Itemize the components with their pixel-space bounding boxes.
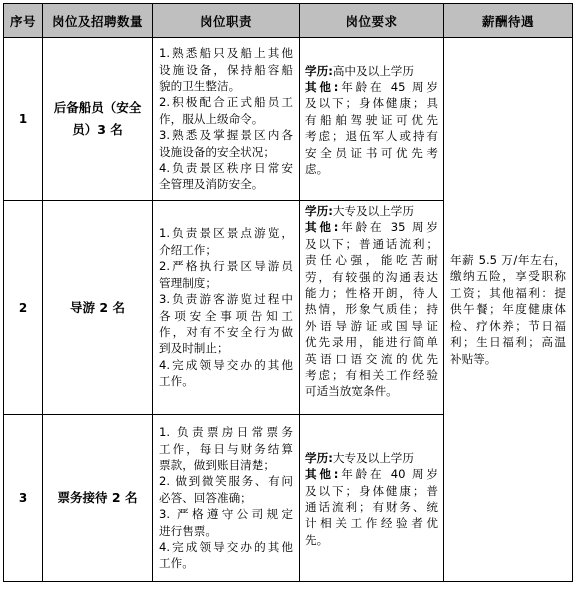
duty-line: 貌的卫生整洁。	[159, 78, 241, 93]
req-line: 外语导游证或国导证	[305, 318, 438, 333]
req-line: 考虑；有相关工作经验	[305, 368, 438, 383]
req-line: 及以下；身体健康；具	[305, 96, 438, 111]
header-position: 岗位及招聘数量	[43, 4, 153, 38]
req-line: 通话流利；有财务、统	[305, 500, 438, 514]
duty-line: 进行售票。	[159, 523, 217, 538]
req-other-value: 年龄在 35 周岁	[338, 220, 438, 235]
duty-line: 2.积极配合正式船员工	[159, 95, 293, 110]
duty-line: 介绍工作；	[159, 242, 217, 257]
req-line: 能力；性格开朗，待人	[305, 286, 438, 301]
duty-line: 1. 负责票房日常票务	[159, 425, 293, 440]
position-line: 员）3 名	[72, 122, 123, 137]
req-line: 可适当放宽条件。	[305, 384, 398, 399]
duty-line: 票款，做到账目清楚；	[159, 457, 275, 472]
recruitment-table	[3, 3, 573, 582]
duty-line: 作，对有不安全行为做	[159, 324, 293, 339]
salary-line: 工资；其他福利：提	[450, 285, 566, 300]
duties-cell	[153, 38, 300, 201]
salary-line: 补贴等。	[450, 351, 497, 366]
duties-cell	[153, 415, 300, 582]
salary-line: 供午餐；年度健康体	[450, 302, 566, 317]
req-other-label: 其他:	[305, 467, 339, 482]
position-line: 后备船员（安全	[53, 100, 142, 115]
duty-line: 设施设备的安全状况；	[159, 144, 275, 159]
req-line: 先。	[305, 532, 329, 547]
duty-line: 3.负责游客游览过程中	[159, 292, 293, 307]
req-other-value: 年龄在 40 周岁	[338, 467, 438, 482]
req-education-label: 学历:	[305, 204, 333, 218]
req-line: 优先录用，能进行简单	[305, 335, 438, 350]
requirements-cell	[300, 415, 444, 582]
requirements-cell	[300, 38, 444, 201]
req-line: 安全员证书可优先考	[305, 145, 438, 160]
duty-line: 设施设备，保持船容船	[159, 62, 293, 77]
header-duties: 岗位职责	[153, 4, 300, 38]
row-index: 1	[4, 38, 43, 201]
req-other-label: 其他:	[305, 79, 339, 94]
salary-cell	[444, 38, 573, 582]
table-row	[4, 38, 573, 201]
position-line: 票务接待 2 名	[57, 490, 138, 505]
duty-line: 4.负责景区秩序日常安	[159, 161, 293, 176]
duty-line: 工作。	[159, 374, 194, 389]
req-line: 计相关工作经验者优	[305, 516, 438, 531]
duty-line: 3. 严格遵守公司规定	[159, 507, 293, 522]
header-salary: 薪酬待遇	[444, 4, 573, 38]
duty-line: 4.完成领导交办的其他	[159, 357, 293, 372]
duty-line: 4.完成领导交办的其他	[159, 540, 293, 555]
req-line: 及以下；普通话流利；	[305, 236, 438, 251]
position-line: 导游 2 名	[70, 299, 125, 315]
duty-line: 工作。	[159, 556, 194, 571]
row-index: 3	[4, 415, 43, 582]
duty-line: 管理制度；	[159, 275, 217, 290]
req-other-line	[305, 466, 438, 482]
salary-line: 年薪 5.5 万/年左右，	[450, 253, 566, 268]
req-line: 及以下；身体健康；普	[305, 483, 438, 498]
salary-line: 检、疗休养；节日福	[450, 318, 566, 333]
duty-line: 全管理及消防安全。	[159, 177, 264, 192]
req-education-value: 高中及以上学历	[332, 63, 414, 78]
req-other-line	[305, 79, 438, 95]
duty-line: 2. 做到微笑服务、有问	[159, 474, 293, 489]
salary-line: 利；生日福利；高温	[450, 335, 566, 350]
salary-line: 缴纳五险，享受职称	[450, 269, 566, 284]
req-education-value: 大专及以上学历	[332, 450, 414, 465]
req-line: 考虑；退伍军人或持有	[305, 129, 438, 144]
duty-line: 作，服从上级命令。	[159, 111, 264, 126]
req-education-line	[305, 63, 438, 79]
req-line: 热情，形象气质佳；持	[305, 302, 438, 317]
req-education-line	[305, 450, 438, 466]
req-other-label: 其他:	[305, 220, 339, 235]
header-index: 序号	[4, 4, 43, 38]
req-education-label: 学历:	[305, 450, 333, 465]
req-line: 英语口语交流的优先	[305, 351, 438, 366]
duty-line: 3.熟悉及掌握景区内各	[159, 128, 293, 143]
duties-cell	[153, 201, 300, 415]
duty-line: 工作，每日与财务结算	[159, 441, 293, 456]
req-education-line	[305, 203, 438, 219]
duty-line: 1.熟悉船只及船上其他	[159, 46, 293, 61]
row-index: 2	[4, 201, 43, 415]
duty-line: 各项安全事项告知工	[159, 308, 293, 323]
req-line: 责任心强，能吃苦耐	[305, 253, 438, 268]
req-other-line	[305, 219, 438, 235]
header-row	[4, 4, 573, 38]
requirements-cell	[300, 201, 444, 415]
req-education-label: 学历:	[305, 63, 333, 78]
duty-line: 到及时制止；	[159, 341, 229, 356]
req-line: 劳，有较强的沟通表达	[305, 269, 438, 284]
req-education-value: 大专及以上学历	[332, 204, 414, 218]
duty-line: 1.负责景区景点游览，	[159, 226, 293, 241]
position-cell	[43, 201, 153, 415]
position-cell	[43, 38, 153, 201]
position-cell	[43, 415, 153, 582]
duty-line: 必答、回答准确；	[159, 490, 252, 505]
req-line: 有船舶驾驶证可优先	[305, 112, 438, 127]
duty-line: 2.严格执行景区导游员	[159, 259, 293, 274]
req-line: 虑。	[305, 162, 329, 177]
header-requirements: 岗位要求	[300, 4, 444, 38]
req-other-value: 年龄在 45 周岁	[338, 79, 438, 94]
